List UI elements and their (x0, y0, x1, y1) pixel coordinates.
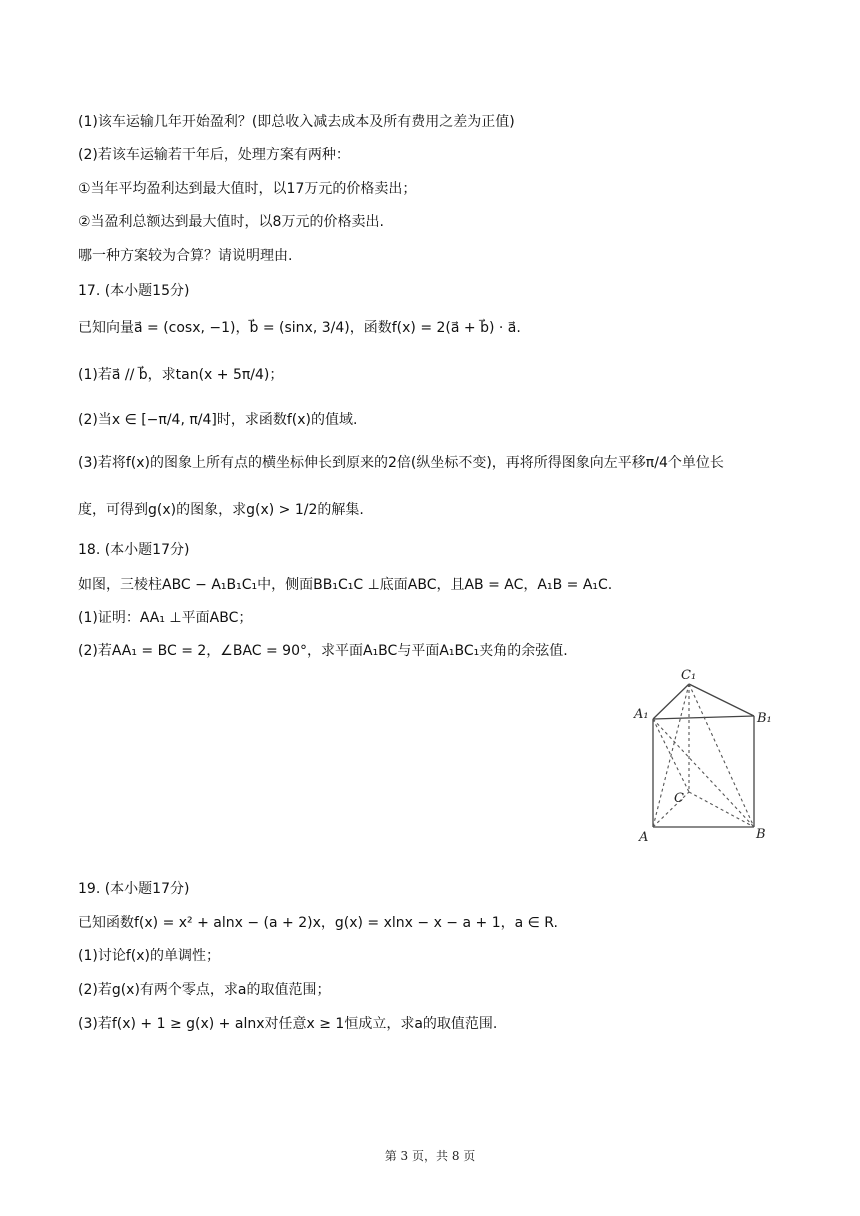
q17-part1: (1)若a⃗ // b⃗，求tan(x + 5π/4)； (78, 367, 284, 383)
q16-question: 哪一种方案较为合算？请说明理由. (78, 248, 293, 264)
label-a: A (639, 830, 649, 845)
label-b: B (756, 827, 766, 842)
q19-heading: 19. (本小题17分) (78, 881, 190, 897)
q17-part3-b: 度，可得到g(x)的图象，求g(x) > 1/2的解集. (78, 502, 364, 518)
q19-part2: (2)若g(x)有两个零点，求a的取值范围； (78, 982, 331, 998)
q19-stem: 已知函数f(x) = x² + alnx − (a + 2)x，g(x) = xlnx − x − a + 1，a ∈ R. (78, 915, 558, 931)
q17-part3-a: (3)若将f(x)的图象上所有点的横坐标伸长到原来的2倍(纵坐标不变)，再将所得图象向左平移π/4个单位长 (78, 455, 724, 471)
label-a1: A₁ (634, 707, 649, 722)
q18-stem: 如图，三棱柱ABC − A₁B₁C₁中，侧面BB₁C₁C ⊥底面ABC，且AB = AC，A₁B = A₁C. (78, 577, 613, 593)
q17-stem: 已知向量a⃗ = (cosx, −1)，b⃗ = (sinx, 3/4)，函数f(x) = 2(a⃗ + b⃗) · a⃗. (78, 320, 521, 336)
q18-part1: (1)证明：AA₁ ⊥平面ABC； (78, 610, 253, 626)
label-b1: B₁ (757, 711, 772, 726)
label-c1: C₁ (681, 668, 697, 683)
q16-option2: ②当盈利总额达到最大值时，以8万元的价格卖出. (78, 214, 384, 230)
q17-part2: (2)当x ∈ [−π/4, π/4]时，求函数f(x)的值域. (78, 412, 358, 428)
q16-part1: (1)该车运输几年开始盈利？(即总收入减去成本及所有费用之差为正值) (78, 114, 515, 130)
q17-heading: 17. (本小题15分) (78, 283, 190, 299)
q18-heading: 18. (本小题17分) (78, 542, 190, 558)
q16-part2: (2)若该车运输若干年后，处理方案有两种： (78, 147, 350, 163)
prism-figure (628, 662, 778, 847)
q19-part1: (1)讨论f(x)的单调性； (78, 948, 220, 964)
q18-part2: (2)若AA₁ = BC = 2，∠BAC = 90°，求平面A₁BC与平面A₁BC₁夹角的余弦值. (78, 643, 568, 659)
page-footer: 第 3 页，共 8 页 (384, 1149, 476, 1163)
q16-option1: ①当年平均盈利达到最大值时，以17万元的价格卖出； (78, 181, 417, 197)
q19-part3: (3)若f(x) + 1 ≥ g(x) + alnx对任意x ≥ 1恒成立，求a的取值范围. (78, 1016, 498, 1032)
label-c: C (674, 791, 684, 806)
